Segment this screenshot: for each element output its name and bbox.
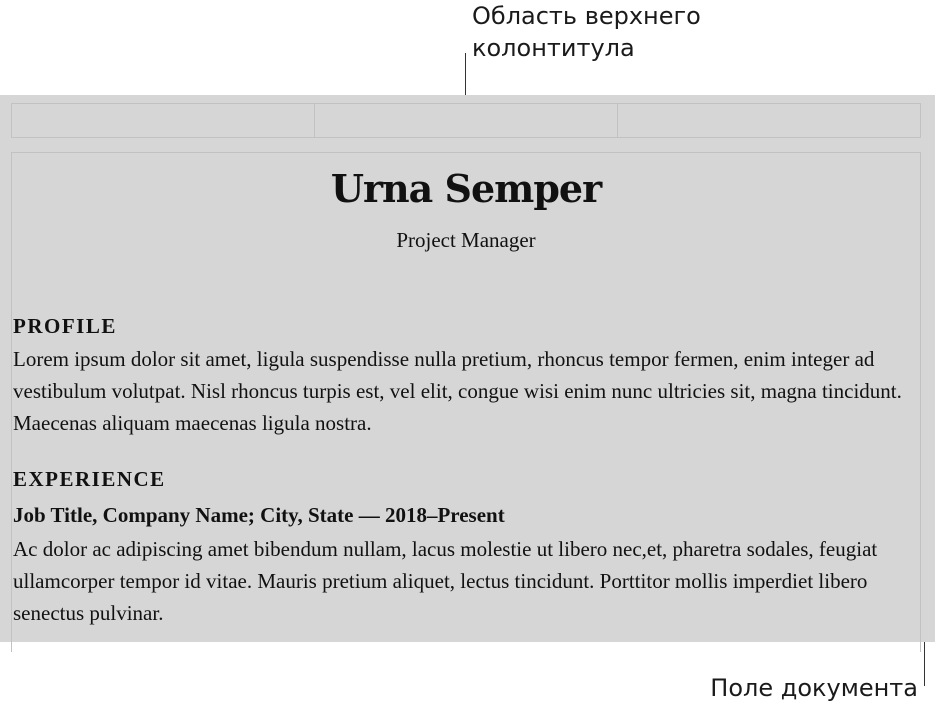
header-cell-left[interactable]	[12, 104, 315, 137]
header-cell-center[interactable]	[315, 104, 618, 137]
document-page[interactable]	[0, 95, 935, 642]
document-body-callout: Поле документа	[710, 674, 918, 702]
experience-text: Ac dolor ac adipiscing amet bibendum nullam, lacus molestie ut libero nec,et, pharetra sodales, feugiat ullamcorper tempor id vitae. Mauris pretium aliquet, lectus tincidunt. Porttitor mollis imperdiet libero senectus pulvinar.	[13, 537, 878, 625]
header-cell-right[interactable]	[618, 104, 920, 137]
profile-text: Lorem ipsum dolor sit amet, ligula suspendisse nulla pretium, rhoncus tempor fermen, enim integer ad vestibulum volutpat. Nisl rhoncus turpis est, vel elit, congue wisi enim nunc ultricies sit, magna tincidunt. Maecenas aliquam maecenas ligula nostra.	[13, 347, 902, 435]
header-area-callout: Область верхнего колонтитула	[472, 2, 701, 62]
profile-heading: PROFILE	[13, 314, 117, 338]
resume-role: Project Manager	[396, 228, 536, 252]
experience-heading: EXPERIENCE	[13, 467, 166, 491]
resume-name: Urna Semper	[330, 166, 602, 211]
header-area[interactable]	[11, 103, 921, 138]
job-title-line: Job Title, Company Name; City, State — 2018–Present	[13, 503, 505, 527]
body-callout-leader-line	[924, 642, 925, 686]
document-body[interactable]	[11, 152, 921, 652]
